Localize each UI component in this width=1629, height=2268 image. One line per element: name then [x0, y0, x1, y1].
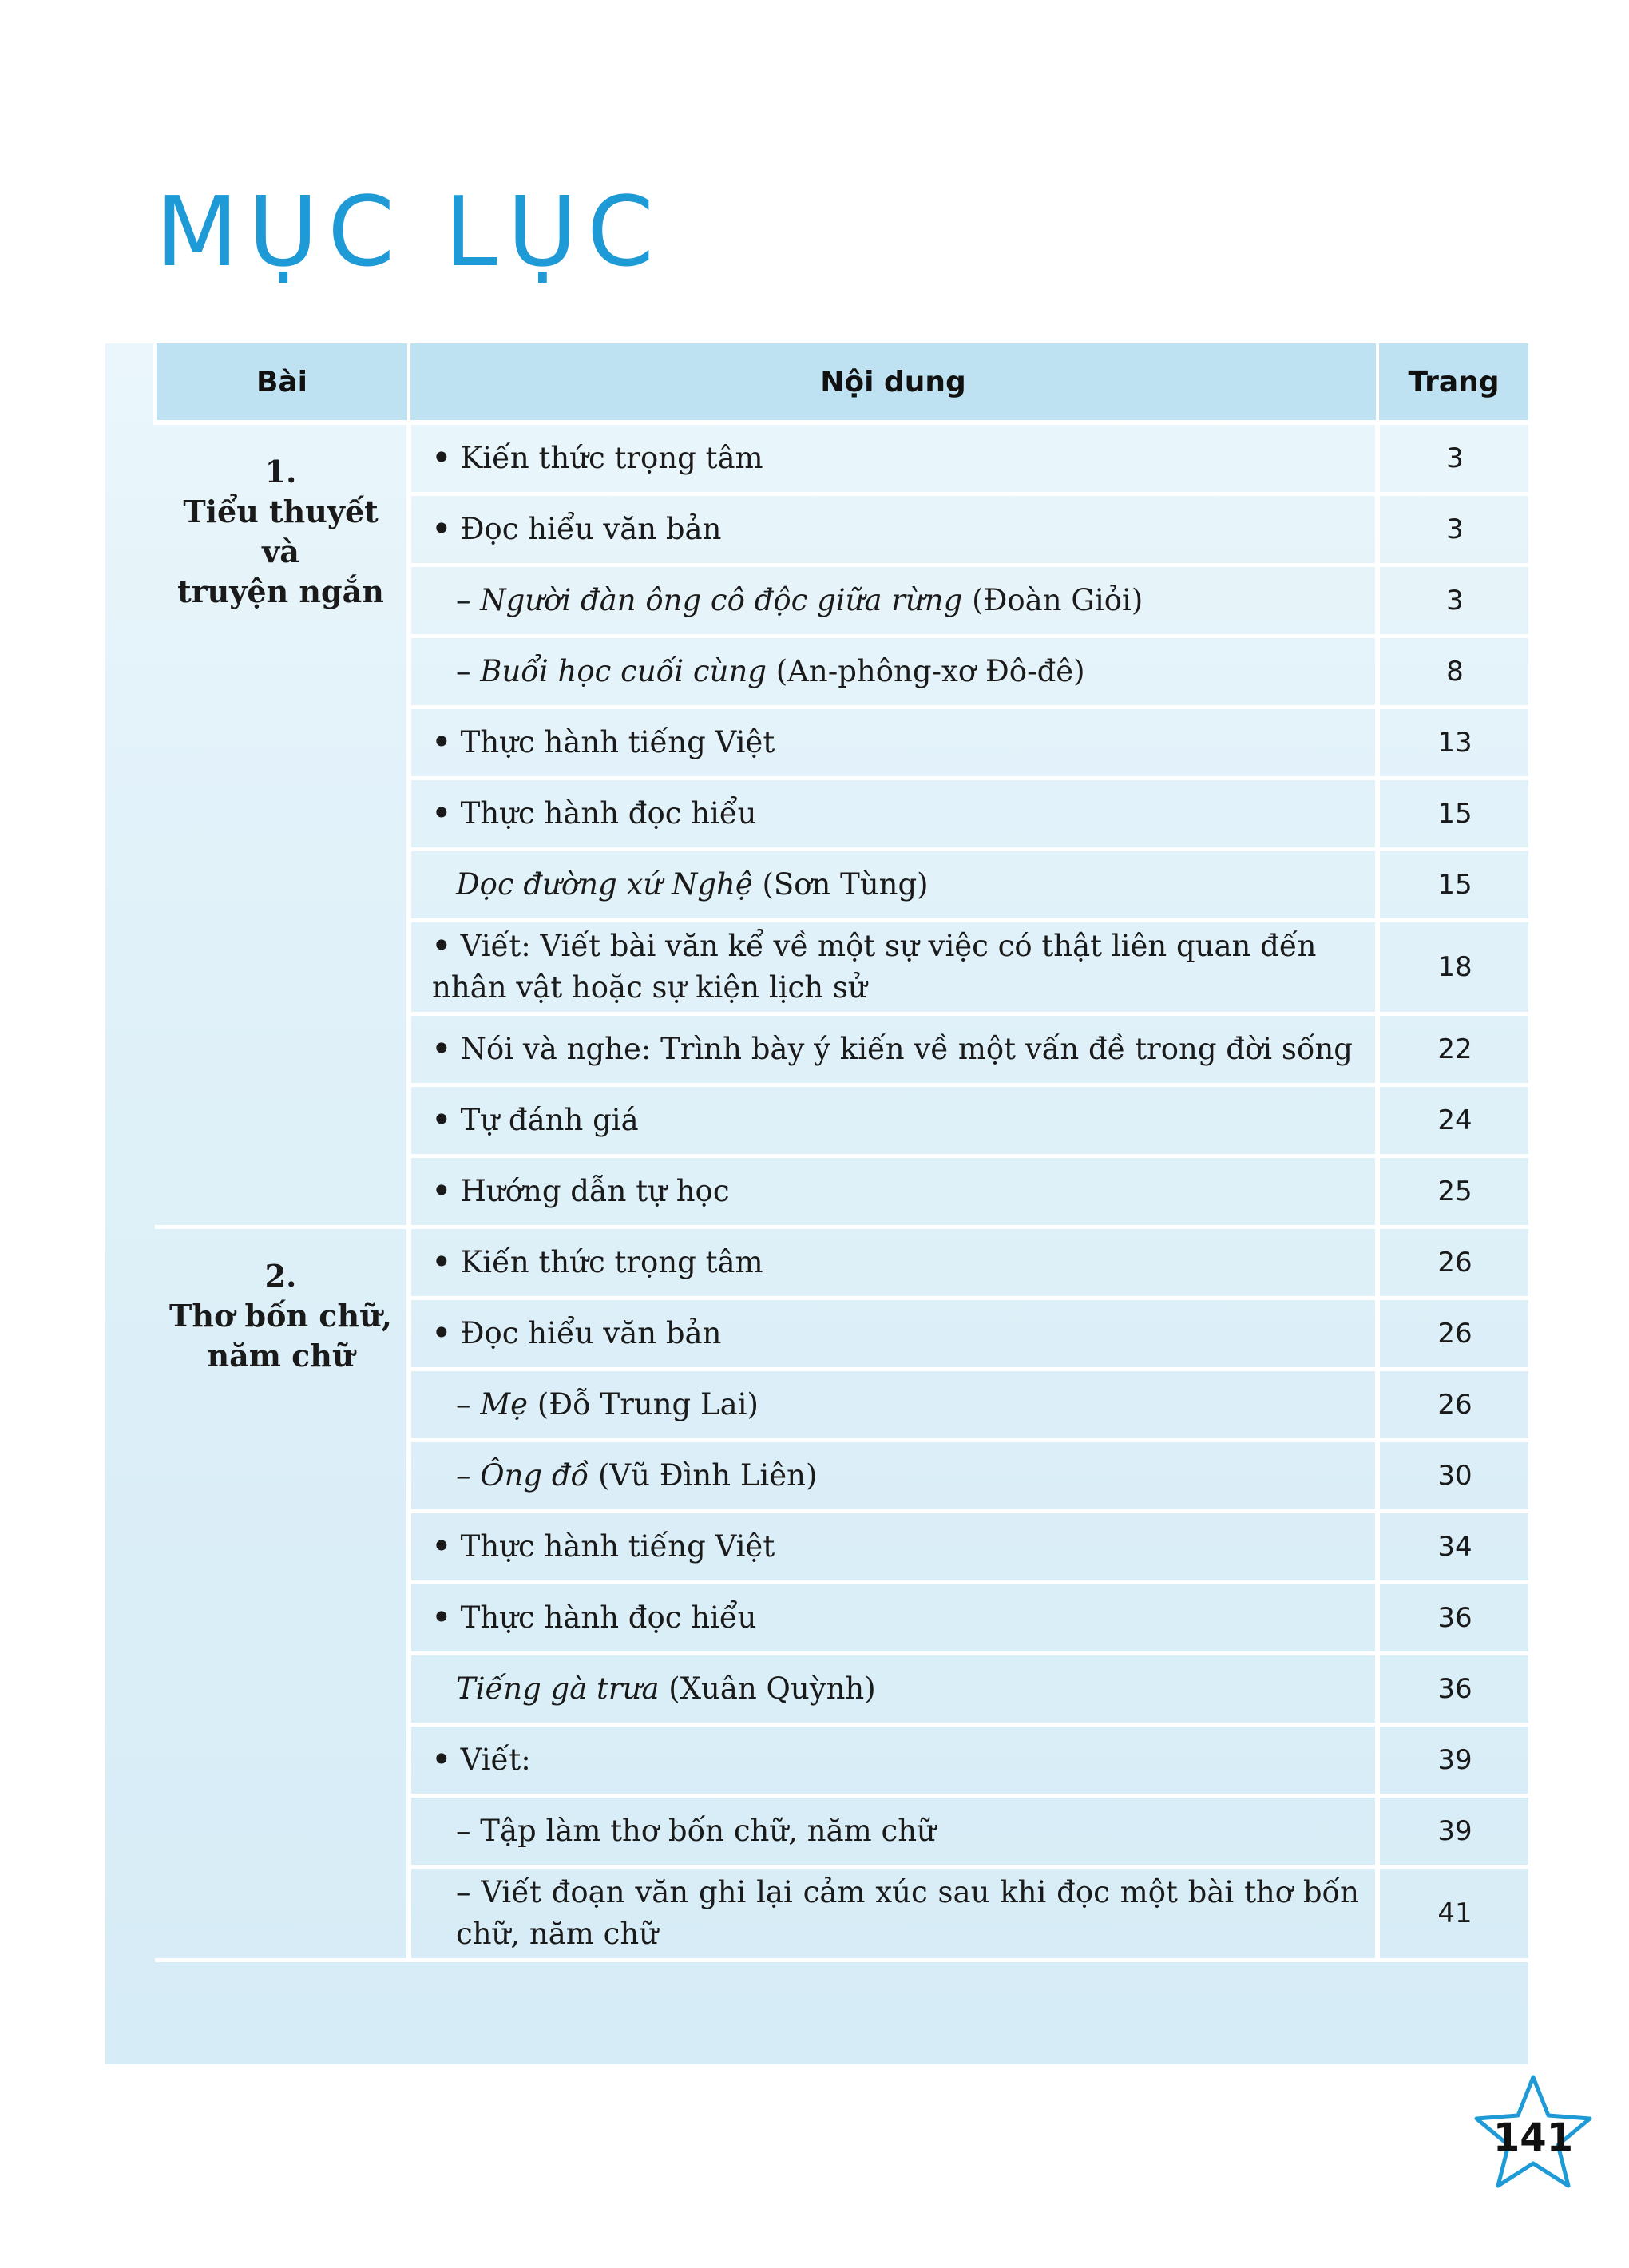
page-cell: 41 — [1377, 1867, 1530, 1961]
item-text: Đọc hiểu văn bản — [460, 512, 722, 546]
bullet-icon: • — [432, 1032, 451, 1066]
page-cell: 26 — [1377, 1299, 1530, 1370]
work-author: (Đỗ Trung Lai) — [537, 1387, 759, 1421]
item-text: Viết: — [460, 1743, 531, 1777]
lesson-name-line: Tiểu thuyết — [183, 494, 379, 529]
header-content: Nội dung — [409, 343, 1377, 422]
content-cell — [409, 921, 1377, 1014]
work-title: Ông đồ — [480, 1458, 589, 1493]
dash-icon: – — [456, 1814, 471, 1848]
page-cell: 25 — [1377, 1156, 1530, 1227]
lesson-number: 2. — [264, 1258, 297, 1294]
lesson-name-line: Thơ bốn chữ, — [169, 1298, 392, 1334]
content-cell — [409, 850, 1377, 921]
bullet-icon: • — [432, 441, 451, 475]
page-number-badge — [1472, 2071, 1595, 2194]
work-title: Người đàn ông cô độc giữa rừng — [480, 583, 963, 617]
content-cell — [409, 1512, 1377, 1583]
item-text: Nói và nghe: Trình bày ý kiến về một vấn đề trong đời sống — [460, 1032, 1353, 1066]
item-text: Thực hành đọc hiểu — [460, 796, 757, 831]
page-cell: 26 — [1377, 1370, 1530, 1441]
lesson-1-cell — [155, 422, 409, 1227]
bullet-icon: • — [432, 1529, 451, 1564]
toc-table — [153, 343, 1532, 1962]
header-row — [155, 343, 1530, 422]
page-cell: 3 — [1377, 422, 1530, 494]
item-text: Tập làm thơ bốn chữ, năm chữ — [480, 1814, 936, 1848]
work-title: Mẹ — [480, 1387, 529, 1421]
work-author: (Xuân Quỳnh) — [668, 1671, 876, 1706]
work-title: Dọc đường xứ Nghệ — [456, 867, 753, 902]
content-cell — [409, 565, 1377, 636]
bullet-icon: • — [432, 512, 451, 546]
lesson-number: 1. — [264, 454, 297, 490]
work-author: (Sơn Tùng) — [762, 867, 929, 902]
page-cell: 22 — [1377, 1014, 1530, 1085]
page-cell: 3 — [1377, 565, 1530, 636]
page-number: 141 — [1492, 2115, 1574, 2160]
content-cell — [409, 636, 1377, 708]
content-cell — [409, 1227, 1377, 1299]
page-title: MỤC LỤC — [156, 177, 664, 288]
item-text: Kiến thức trọng tâm — [460, 1245, 763, 1279]
dash-icon: – — [456, 583, 471, 617]
content-cell — [409, 1725, 1377, 1796]
item-text: Tự đánh giá — [460, 1103, 639, 1137]
content-cell — [409, 708, 1377, 779]
page-cell: 26 — [1377, 1227, 1530, 1299]
content-cell — [409, 1583, 1377, 1654]
content-cell — [409, 1370, 1377, 1441]
page-cell: 15 — [1377, 850, 1530, 921]
page-cell: 13 — [1377, 708, 1530, 779]
content-cell — [409, 1867, 1377, 1961]
item-text: Viết: Viết bài văn kể về một sự việc có thật liên quan đến nhân vật hoặc sự kiện lịch sử — [432, 929, 1317, 1005]
page-cell: 3 — [1377, 494, 1530, 565]
work-title: Tiếng gà trưa — [456, 1671, 660, 1706]
work-title: Buổi học cuối cùng — [480, 654, 767, 688]
page-cell: 39 — [1377, 1796, 1530, 1867]
page-cell: 24 — [1377, 1085, 1530, 1156]
lesson-2-cell — [155, 1227, 409, 1961]
bullet-icon: • — [432, 1316, 451, 1350]
page-cell: 34 — [1377, 1512, 1530, 1583]
content-cell — [409, 1014, 1377, 1085]
content-cell — [409, 494, 1377, 565]
content-cell — [409, 1654, 1377, 1725]
content-cell — [409, 1441, 1377, 1512]
bullet-icon: • — [432, 1174, 451, 1208]
bullet-icon: • — [432, 1245, 451, 1279]
item-text: Thực hành tiếng Việt — [460, 725, 775, 759]
dash-icon: – — [456, 1875, 471, 1909]
content-cell — [409, 1299, 1377, 1370]
item-text: Viết đoạn văn ghi lại cảm xúc sau khi đọc một bài thơ bốn chữ, năm chữ — [456, 1875, 1360, 1951]
page-cell: 30 — [1377, 1441, 1530, 1512]
bullet-icon: • — [432, 929, 451, 963]
work-author: (An-phông-xơ Đô-đê) — [775, 654, 1085, 688]
dash-icon: – — [456, 1458, 471, 1493]
table-of-contents — [105, 343, 1528, 2064]
page-cell: 39 — [1377, 1725, 1530, 1796]
page-cell: 36 — [1377, 1654, 1530, 1725]
content-cell — [409, 779, 1377, 850]
bullet-icon: • — [432, 725, 451, 759]
item-text: Kiến thức trọng tâm — [460, 441, 763, 475]
dash-icon: – — [456, 654, 471, 688]
item-text: Hướng dẫn tự học — [460, 1174, 730, 1208]
work-author: (Vũ Đình Liên) — [597, 1458, 818, 1493]
lesson-name-line: truyện ngắn — [177, 573, 384, 609]
bullet-icon: • — [432, 1743, 451, 1777]
content-cell — [409, 1085, 1377, 1156]
bullet-icon: • — [432, 1600, 451, 1635]
page-cell: 36 — [1377, 1583, 1530, 1654]
work-author: (Đoàn Giỏi) — [972, 583, 1143, 617]
content-cell — [409, 422, 1377, 494]
item-text: Thực hành đọc hiểu — [460, 1600, 757, 1635]
bullet-icon: • — [432, 1103, 451, 1137]
item-text: Thực hành tiếng Việt — [460, 1529, 775, 1564]
header-page: Trang — [1377, 343, 1530, 422]
lesson-name-line: và — [262, 533, 299, 569]
item-text: Đọc hiểu văn bản — [460, 1316, 722, 1350]
content-cell — [409, 1796, 1377, 1867]
page-cell: 15 — [1377, 779, 1530, 850]
content-cell — [409, 1156, 1377, 1227]
bullet-icon: • — [432, 796, 451, 831]
header-lesson: Bài — [155, 343, 409, 422]
page-cell: 18 — [1377, 921, 1530, 1014]
lesson-name-line: năm chữ — [207, 1338, 355, 1374]
page-cell: 8 — [1377, 636, 1530, 708]
dash-icon: – — [456, 1387, 471, 1421]
table-row — [155, 1227, 1530, 1299]
table-row — [155, 422, 1530, 494]
